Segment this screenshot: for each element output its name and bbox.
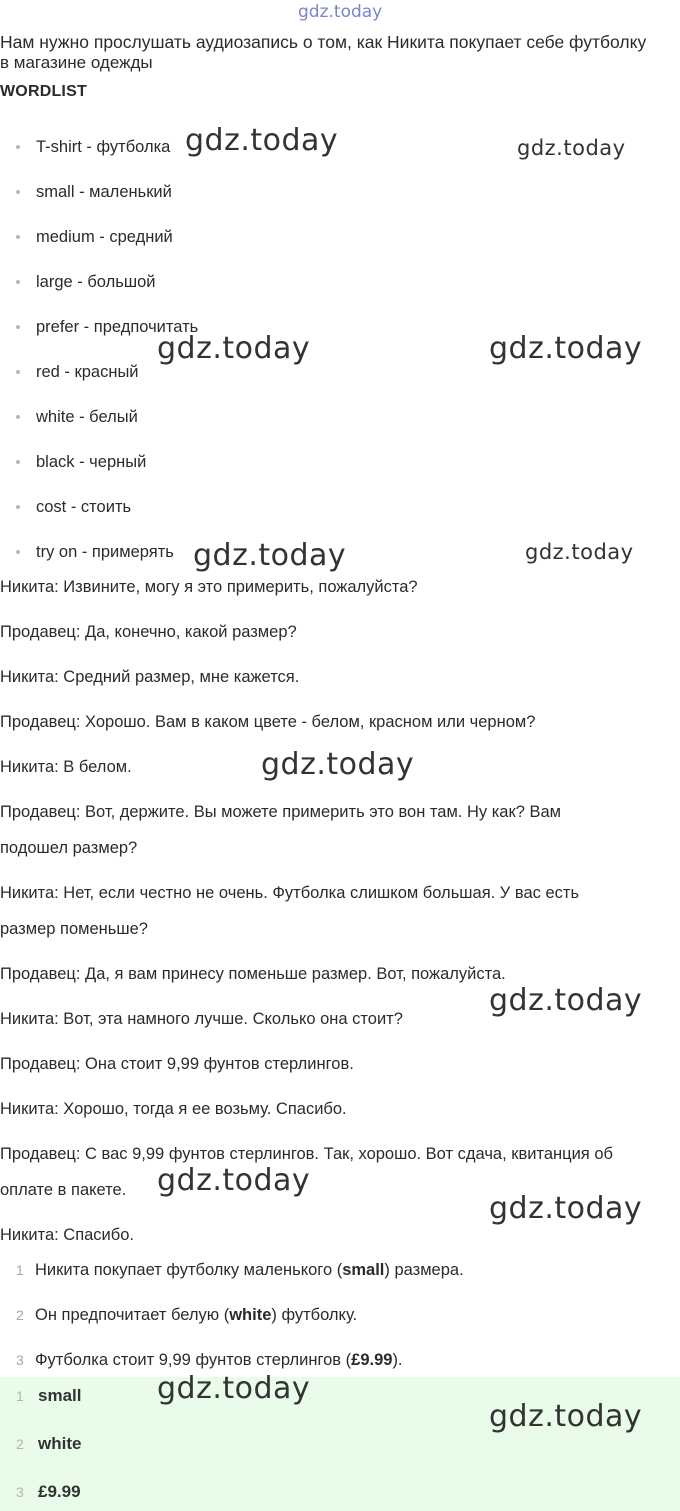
dialogue-line: Никита: Вот, эта намного лучше. Сколько она стоит? <box>0 1010 403 1028</box>
dialogue-line: Никита: Нет, если честно не очень. Футболка слишком большая. У вас есть <box>0 884 580 902</box>
question-number: 3 <box>16 1352 24 1368</box>
answer-text: £9.99 <box>38 1482 81 1501</box>
watermark: gdz.today <box>193 538 347 573</box>
watermark: gdz.today <box>261 747 415 782</box>
dialogue-line: Никита: Хорошо, тогда я ее возьму. Спасибо. <box>0 1100 347 1118</box>
answer-number: 2 <box>16 1436 24 1452</box>
watermark-top: gdz.today <box>298 2 383 22</box>
question-number: 1 <box>16 1262 24 1278</box>
question-number: 2 <box>16 1307 24 1323</box>
dialogue-line: Никита: Средний размер, мне кажется. <box>0 668 300 686</box>
answer-number: 1 <box>16 1388 24 1404</box>
watermark: gdz.today <box>517 136 626 160</box>
watermark: gdz.today <box>525 540 634 564</box>
dialogue-line: подошел размер? <box>0 839 138 857</box>
watermark: gdz.today <box>489 1399 643 1434</box>
dialogue-line: Продавец: С вас 9,99 фунтов стерлингов. Так, хорошо. Вот сдача, квитанция об <box>0 1145 613 1163</box>
dialogue-line: Никита: Спасибо. <box>0 1226 134 1244</box>
bullet-icon <box>16 190 20 194</box>
dialogue-line: Продавец: Хорошо. Вам в каком цвете - белом, красном или черном? <box>0 713 536 731</box>
watermark: gdz.today <box>489 983 643 1018</box>
watermark: gdz.today <box>157 331 311 366</box>
watermark: gdz.today <box>157 1371 311 1406</box>
bullet-icon <box>16 370 20 374</box>
watermark: gdz.today <box>489 1191 643 1226</box>
dialogue-line: Никита: Извините, могу я это примерить, пожалуйста? <box>0 578 418 596</box>
intro-continuation-text: в магазине одежды <box>0 53 153 72</box>
watermark: gdz.today <box>489 331 643 366</box>
answer-text: small <box>38 1386 82 1405</box>
wordlist-heading: WORDLIST <box>0 83 87 100</box>
dialogue-line: Продавец: Да, я вам принесу поменьше размер. Вот, пожалуйста. <box>0 965 506 983</box>
dialogue-line: размер поменьше? <box>0 920 148 938</box>
intro-text: Нам нужно прослушать аудиозапись о том, как Никита покупает себе футболку <box>0 32 647 52</box>
bullet-icon <box>16 415 20 419</box>
answer-text: white <box>38 1434 82 1453</box>
dialogue-line: Продавец: Да, конечно, какой размер? <box>0 623 297 641</box>
bullet-icon <box>16 505 20 509</box>
dialogue-line: оплате в пакете. <box>0 1181 127 1199</box>
dialogue-line: Продавец: Вот, держите. Вы можете примерить это вон там. Ну как? Вам <box>0 803 561 821</box>
answer-number: 3 <box>16 1484 24 1500</box>
watermark: gdz.today <box>185 123 339 158</box>
bullet-icon <box>16 145 20 149</box>
bullet-icon <box>16 235 20 239</box>
bullet-icon <box>16 460 20 464</box>
bullet-icon <box>16 280 20 284</box>
dialogue-line: Никита: В белом. <box>0 758 132 776</box>
watermark: gdz.today <box>157 1163 311 1198</box>
answers-block <box>0 1377 680 1511</box>
dialogue-line: Продавец: Она стоит 9,99 фунтов стерлингов. <box>0 1055 354 1073</box>
bullet-icon <box>16 325 20 329</box>
intro-continuation <box>0 53 200 73</box>
bullet-icon <box>16 550 20 554</box>
